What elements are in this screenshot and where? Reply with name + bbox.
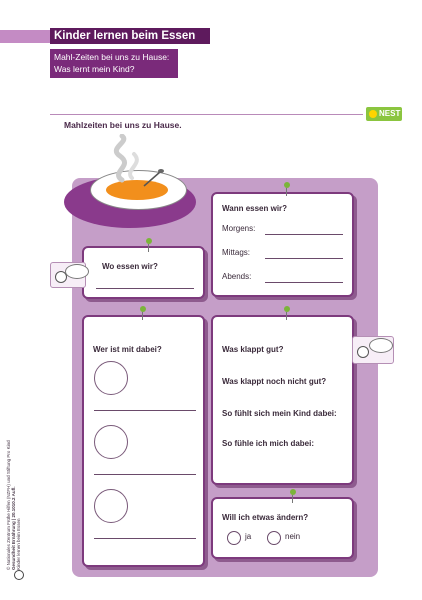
side-credits — [6, 440, 21, 570]
field-mittags-label: Mittags: — [222, 248, 251, 257]
card-was — [211, 315, 354, 485]
field-abends-line[interactable] — [265, 282, 343, 283]
subtitle-line-1: Mahl-Zeiten bei uns zu Hause: — [54, 52, 170, 62]
person-line-3[interactable] — [94, 538, 196, 539]
item-eigenes-gefuehl: So fühle ich mich dabei: — [222, 439, 315, 448]
person-line-2[interactable] — [94, 474, 196, 475]
person-circle-3[interactable] — [94, 489, 128, 523]
header-stripe — [0, 30, 50, 43]
field-morgens-line[interactable] — [265, 234, 343, 235]
header-rule — [50, 114, 363, 115]
pin-icon — [284, 306, 290, 312]
card-aendern-title: Will ich etwas ändern? — [222, 513, 309, 522]
nest-logo — [366, 107, 402, 121]
pin-icon — [284, 182, 290, 188]
spoon-icon — [142, 168, 166, 188]
card-aendern — [211, 497, 354, 559]
pin-icon — [146, 238, 152, 244]
radio-nein[interactable] — [267, 531, 281, 545]
card-wann-title: Wann essen wir? — [222, 204, 288, 213]
tab-wo — [50, 262, 86, 288]
tab-was — [352, 336, 394, 364]
subtitle-line-2: Was lernt mein Kind? — [54, 64, 135, 74]
person-line-1[interactable] — [94, 410, 196, 411]
radio-ja[interactable] — [227, 531, 241, 545]
section-title: Mahlzeiten bei uns zu Hause. — [64, 120, 182, 130]
smiley-icon — [357, 346, 369, 358]
radio-nein-label: nein — [285, 532, 301, 541]
nest-logo-icon — [369, 110, 377, 118]
side-credit-line-1: © Nationales Zentrum Frühe Hilfen (NZFH) und Stiftung Pro Kind — [6, 440, 11, 570]
side-credit-line-2: Gesundheit Ernährung | 20.1010.2 Aufl. — [11, 486, 16, 570]
item-klappt-nicht-gut: Was klappt noch nicht gut? — [222, 377, 327, 386]
item-klappt-gut: Was klappt gut? — [222, 345, 284, 354]
item-kind-gefuehl: So fühlt sich mein Kind dabei: — [222, 409, 337, 418]
side-credit-line-3: Kinder lernen beim Essen — [16, 518, 21, 570]
pin-icon — [290, 489, 296, 495]
card-wer-title: Wer ist mit dabei? — [93, 345, 162, 354]
field-morgens-label: Morgens: — [222, 224, 256, 233]
nest-logo-text: NEST — [379, 109, 401, 118]
card-wer — [82, 315, 205, 567]
page-title: Kinder lernen beim Essen — [50, 28, 210, 44]
pin-icon — [140, 306, 146, 312]
person-circle-1[interactable] — [94, 361, 128, 395]
field-mittags-line[interactable] — [265, 258, 343, 259]
speech-bubble-icon — [369, 338, 393, 353]
person-circle-2[interactable] — [94, 425, 128, 459]
field-abends-label: Abends: — [222, 272, 252, 281]
page-subtitle — [50, 49, 178, 78]
card-wo-title: Wo essen wir? — [102, 262, 158, 271]
info-icon — [14, 570, 24, 580]
card-wo — [82, 246, 205, 299]
speech-bubble-icon — [65, 264, 89, 279]
card-wann — [211, 192, 354, 297]
radio-ja-label: ja — [245, 532, 252, 541]
card-wo-line[interactable] — [96, 288, 194, 289]
